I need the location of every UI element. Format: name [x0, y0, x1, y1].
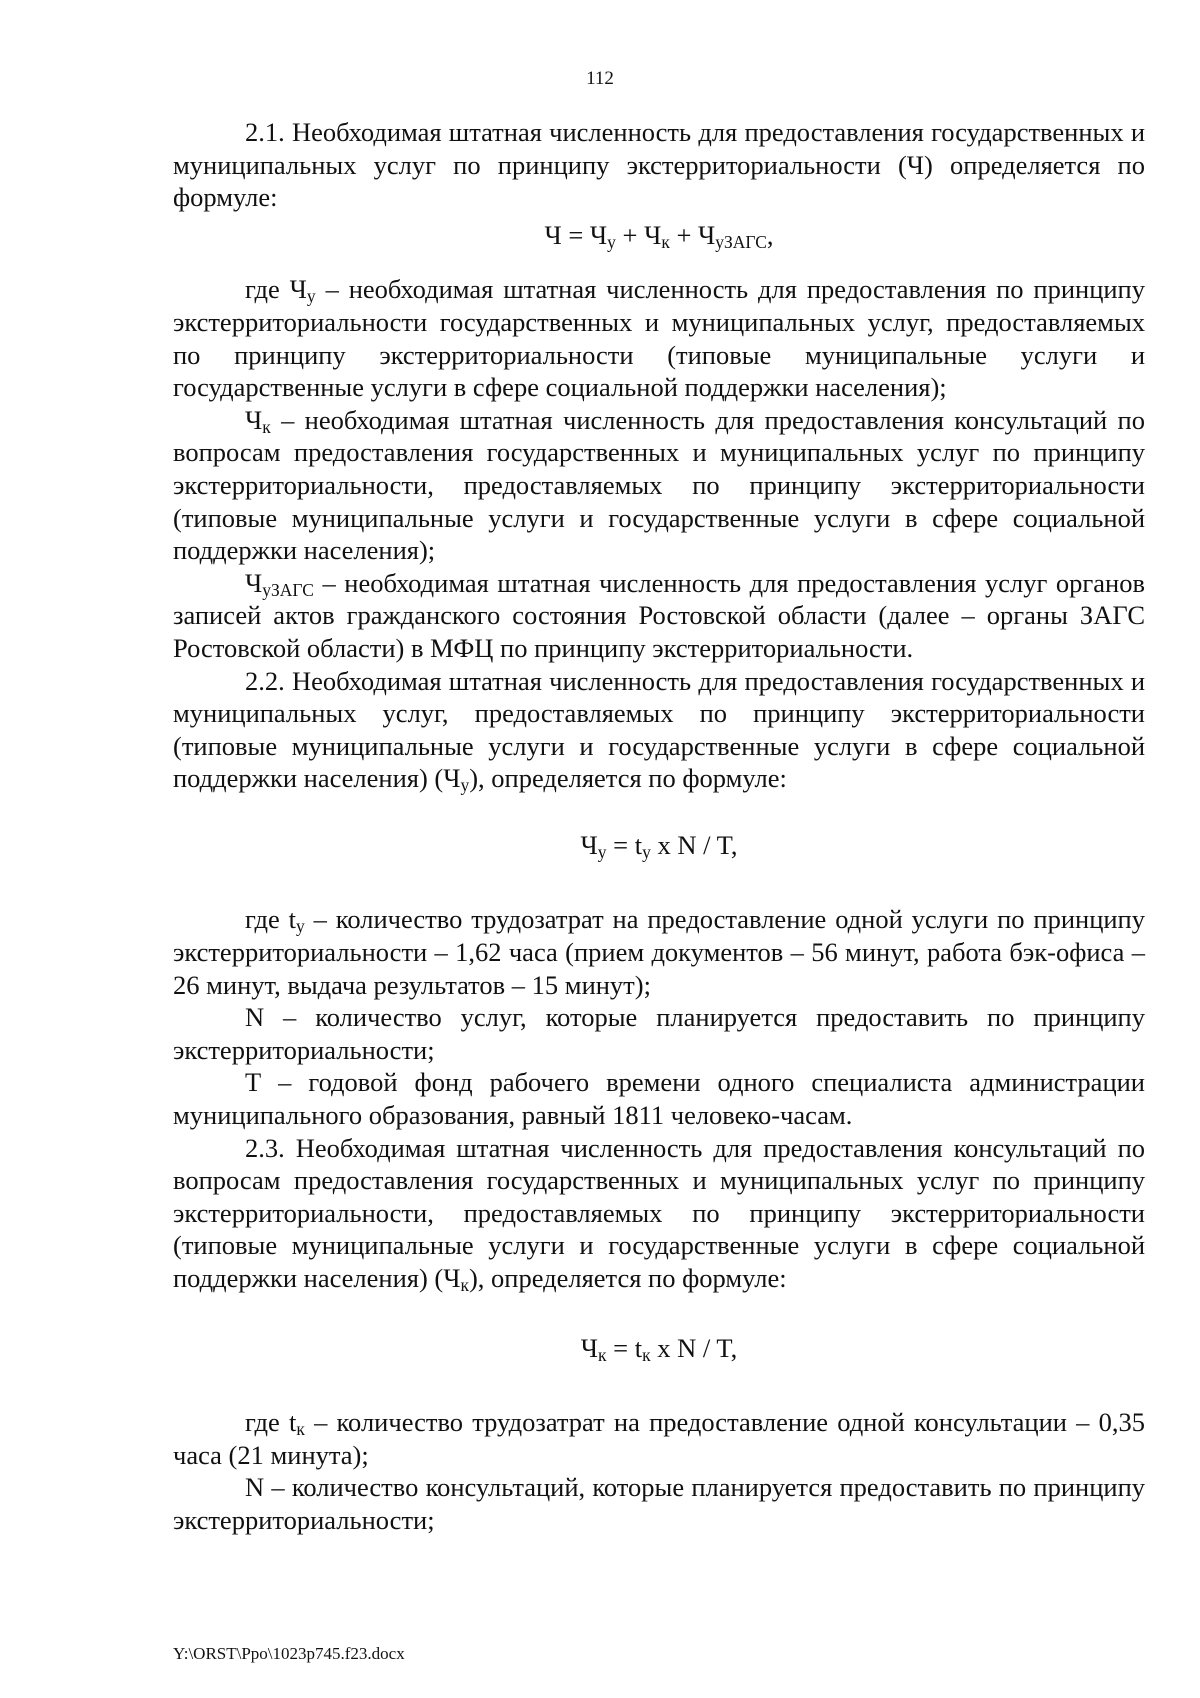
formula-tail: ,: [766, 219, 774, 250]
formula-subscript: уЗАГС: [715, 231, 767, 252]
formula-symbol: Ч: [544, 219, 562, 250]
definition-t-u: [173, 903, 1145, 1001]
section-2-3-paragraph: [173, 1132, 1145, 1295]
formula-part: = t: [606, 829, 643, 860]
definition-text: – необходимая штатная численность для предоставления услуг органов записей актов гражданского состояния Ростовской области (далее – органы ЗАГС Ростовской области) в МФЦ по принципу экстерриториальности.: [173, 567, 1145, 663]
formula-subscript: к: [642, 1344, 651, 1365]
formula-part: = t: [606, 1332, 643, 1363]
definition-subscript: к: [296, 1419, 305, 1440]
definition-text: – количество трудозатрат на предоставление одной услуги по принципу экстерриториальности – 1,62 часа (прием документов – 56 минут, работа бэк-офиса – 26 минут, выдача результатов – 15 минут);: [173, 904, 1145, 1000]
definition-subscript: у: [306, 286, 316, 307]
formula-symbol: Ч: [589, 219, 608, 250]
definition-prefix: Ч: [245, 404, 263, 435]
formula-subscript: у: [607, 231, 616, 252]
section-2-1-paragraph: 2.1. Необходимая штатная численность для предоставления государственных и муниципальных услуг по принципу экстерриториальности (Ч) определяется по формуле:: [173, 117, 1145, 213]
definition-t-fund: Т – годовой фонд рабочего времени одного специалиста администрации муниципального образования, равный 1811 человеко-часам.: [173, 1067, 1145, 1131]
formula-part: x N / T,: [650, 829, 738, 860]
definition-prefix: где t: [245, 1407, 297, 1438]
formula-subscript: у: [642, 841, 651, 862]
definition-subscript: у: [296, 916, 305, 937]
formula-symbol: Ч: [644, 219, 662, 250]
formula-subscript: у: [597, 841, 607, 862]
definition-prefix: где Ч: [245, 274, 307, 305]
section-subscript: к: [460, 1274, 469, 1295]
definition-prefix: Ч: [245, 567, 263, 598]
formula-chu: [173, 829, 1145, 862]
formula-part: x N / T,: [650, 1332, 738, 1363]
formula-subscript: к: [598, 1344, 607, 1365]
definition-chk: [173, 404, 1145, 567]
formula-symbol: Ч: [698, 219, 716, 250]
formula-chk: [173, 1332, 1145, 1365]
formula-total-staff: $Ч = Ч_у + Ч_к + Ч_{уЗАГС}$,: [544, 219, 774, 252]
section-text: 2.3. Необходимая штатная численность для предоставления консультаций по вопросам предоставления государственных и муниципальных услуг по принципу экстерриториальности, предоставляемых по принципу экстерриториальности (типовые муниципальные услуги и государственные услуги в сфере социальной поддержки населения) (Ч: [173, 1132, 1145, 1293]
definition-text: – количество трудозатрат на предоставление одной консультации – 0,35 часа (21 минута);: [173, 1407, 1145, 1470]
formula-symbol: Ч: [580, 1332, 599, 1363]
section-subscript: у: [460, 775, 470, 796]
section-text: ), определяется по формуле:: [468, 1263, 787, 1293]
definition-prefix: где t: [245, 904, 297, 935]
definition-subscript: уЗАГС: [262, 579, 314, 600]
definition-t-k: [173, 1406, 1145, 1471]
section-text: ), определяется по формуле:: [469, 763, 787, 794]
section-text: 2.2. Необходимая штатная численность для предоставления государственных и муниципальных услуг, предоставляемых по принципу экстерриториальности (типовые муниципальные услуги и государственные услуги в сфере социальной поддержки населения) (Ч: [173, 665, 1145, 794]
definition-text: – необходимая штатная численность для предоставления по принципу экстерриториальности государственных и муниципальных услуг, предоставляемых по принципу экстерриториальности (типовые муниципальные услуги и государственные услуги в сфере социальной поддержки населения);: [173, 274, 1145, 403]
definition-n-services: N – количество услуг, которые планируется предоставить по принципу экстерриториальности;: [173, 1002, 1145, 1065]
definition-chzags: [173, 567, 1145, 665]
definition-subscript: к: [262, 416, 271, 437]
definition-text: – необходимая штатная численность для предоставления консультаций по вопросам предоставления государственных и муниципальных услуг по принципу экстерриториальности, предоставляемых по принципу экстерриториальности (типовые муниципальные услуги и государственные услуги в сфере социальной поддержки населения);: [173, 404, 1145, 566]
footer-file-path: Y:\ORST\Ppo\1023p745.f23.docx: [173, 1644, 405, 1663]
formula-symbol: Ч: [580, 829, 598, 860]
document-body: [173, 116, 1145, 1537]
formula-subscript: к: [661, 231, 670, 252]
section-2-2-paragraph: [173, 665, 1145, 795]
definition-n-consultations: N – количество консультаций, которые планируется предоставить по принципу экстерриториальности;: [173, 1472, 1145, 1535]
definition-chu: [173, 273, 1145, 403]
page-number: 112: [586, 68, 614, 89]
